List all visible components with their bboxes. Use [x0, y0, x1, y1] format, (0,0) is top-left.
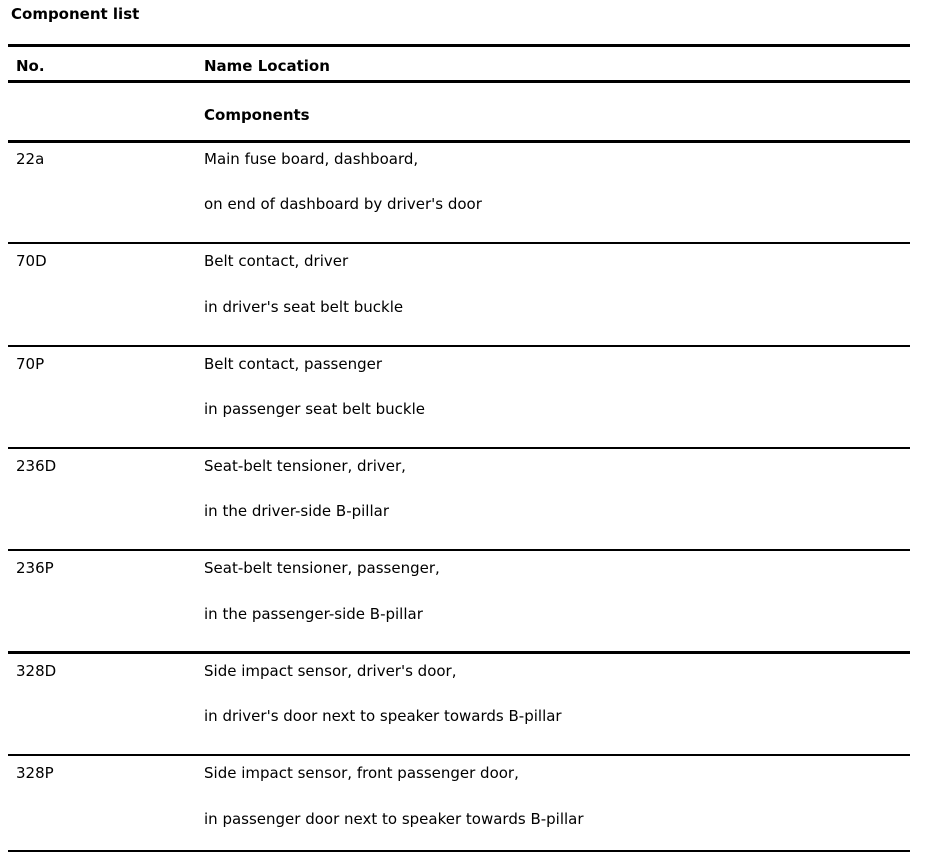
row-divider [8, 549, 910, 551]
component-location: in the driver-side B-pillar [204, 502, 389, 520]
component-location: in driver's door next to speaker towards B-pillar [204, 707, 562, 725]
component-number: 22a [16, 150, 45, 168]
component-location: on end of dashboard by driver's door [204, 195, 482, 213]
component-number: 236P [16, 559, 54, 577]
row-divider [8, 754, 910, 756]
row-divider [8, 345, 910, 347]
row-divider [8, 651, 910, 654]
component-location: in driver's seat belt buckle [204, 298, 404, 316]
section-heading: Components [204, 106, 310, 124]
component-name: Seat-belt tensioner, passenger, [204, 559, 440, 577]
header-rule [8, 80, 910, 83]
row-divider [8, 447, 910, 449]
component-number: 70D [16, 252, 47, 270]
component-name: Seat-belt tensioner, driver, [204, 457, 406, 475]
component-name: Belt contact, passenger [204, 355, 383, 373]
component-number: 328P [16, 764, 54, 782]
component-location: in the passenger-side B-pillar [204, 605, 423, 623]
component-name: Side impact sensor, driver's door, [204, 662, 457, 680]
component-name: Belt contact, driver [204, 252, 349, 270]
component-location: in passenger door next to speaker towards B-pillar [204, 810, 584, 828]
column-header-name-location: Name Location [204, 57, 330, 75]
component-name: Side impact sensor, front passenger door, [204, 764, 519, 782]
column-header-no: No. [16, 57, 45, 75]
component-number: 328D [16, 662, 57, 680]
row-divider [8, 242, 910, 244]
component-number: 236D [16, 457, 57, 475]
table-bottom-rule [8, 850, 910, 852]
component-location: in passenger seat belt buckle [204, 400, 426, 418]
section-rule [8, 140, 910, 143]
component-number: 70P [16, 355, 45, 373]
table-top-rule [8, 44, 910, 47]
component-name: Main fuse board, dashboard, [204, 150, 419, 168]
page-title: Component list [11, 5, 140, 23]
